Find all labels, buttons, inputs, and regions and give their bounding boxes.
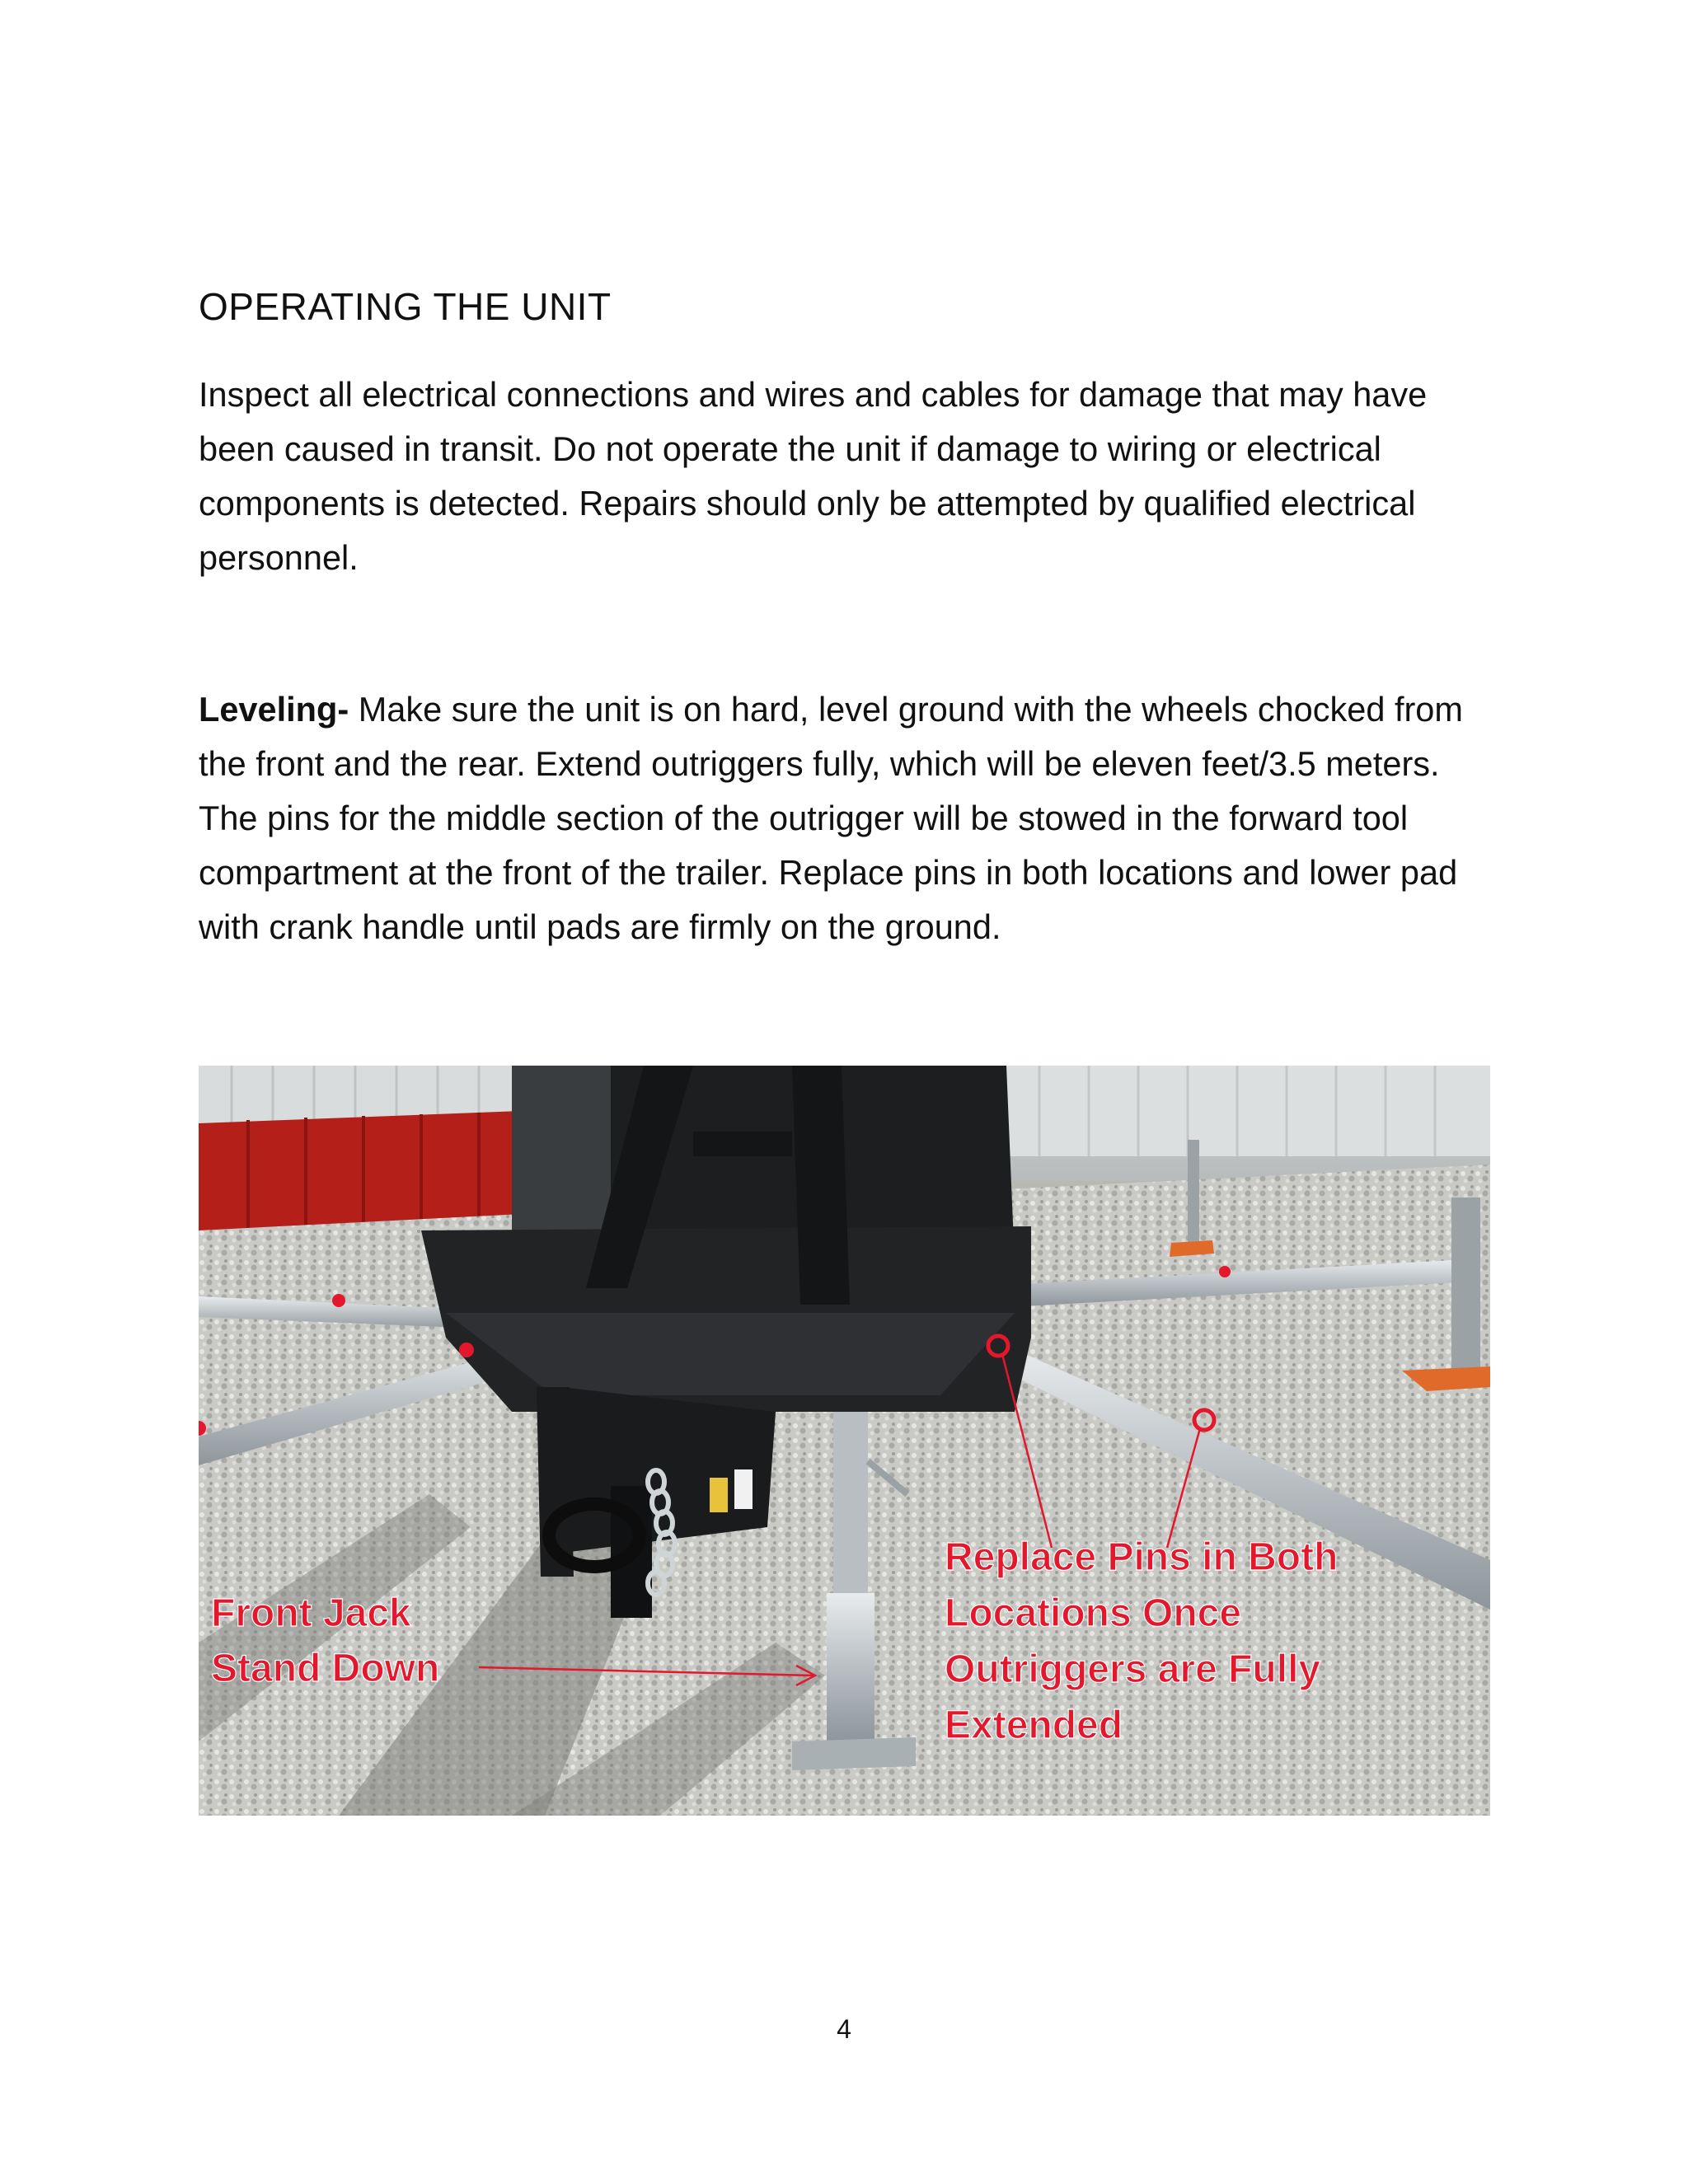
replace-pins-label-line3: Outriggers are Fully bbox=[945, 1647, 1321, 1691]
leveling-body: Make sure the unit is on hard, level ground with the wheels chocked from the front and the rear. Extend outriggers fully, which will be eleven feet/3.5 meters. The pins for the middle section of the outrigger will be stowed in the forward tool compartment at the front of the trailer. Replace pins in both locations and lower pad with crank handle until pads are firmly on the ground. bbox=[199, 690, 1463, 946]
front-jack-label-line2: Stand Down bbox=[211, 1647, 440, 1690]
front-jack-label-line1: Front Jack bbox=[211, 1591, 411, 1635]
page-number: 4 bbox=[837, 2014, 851, 2044]
trailer-photo-illustration bbox=[199, 1066, 1490, 1816]
leveling-lead: Leveling- bbox=[199, 690, 349, 729]
replace-pins-label-line2: Locations Once bbox=[945, 1591, 1242, 1635]
replace-pins-label-line4: Extended bbox=[945, 1704, 1123, 1747]
trailer-photo bbox=[199, 1066, 1490, 1816]
section-heading: OPERATING THE UNIT bbox=[199, 285, 612, 328]
inspection-paragraph: Inspect all electrical connections and wires and cables for damage that may have been caused in transit. Do not operate the unit if damage to wiring or electrical components is detected. Repairs should only be attempted by qualified electrical personnel. bbox=[199, 375, 1428, 577]
leveling-paragraph bbox=[199, 682, 1493, 954]
replace-pins-label-line1: Replace Pins in Both bbox=[945, 1535, 1339, 1579]
